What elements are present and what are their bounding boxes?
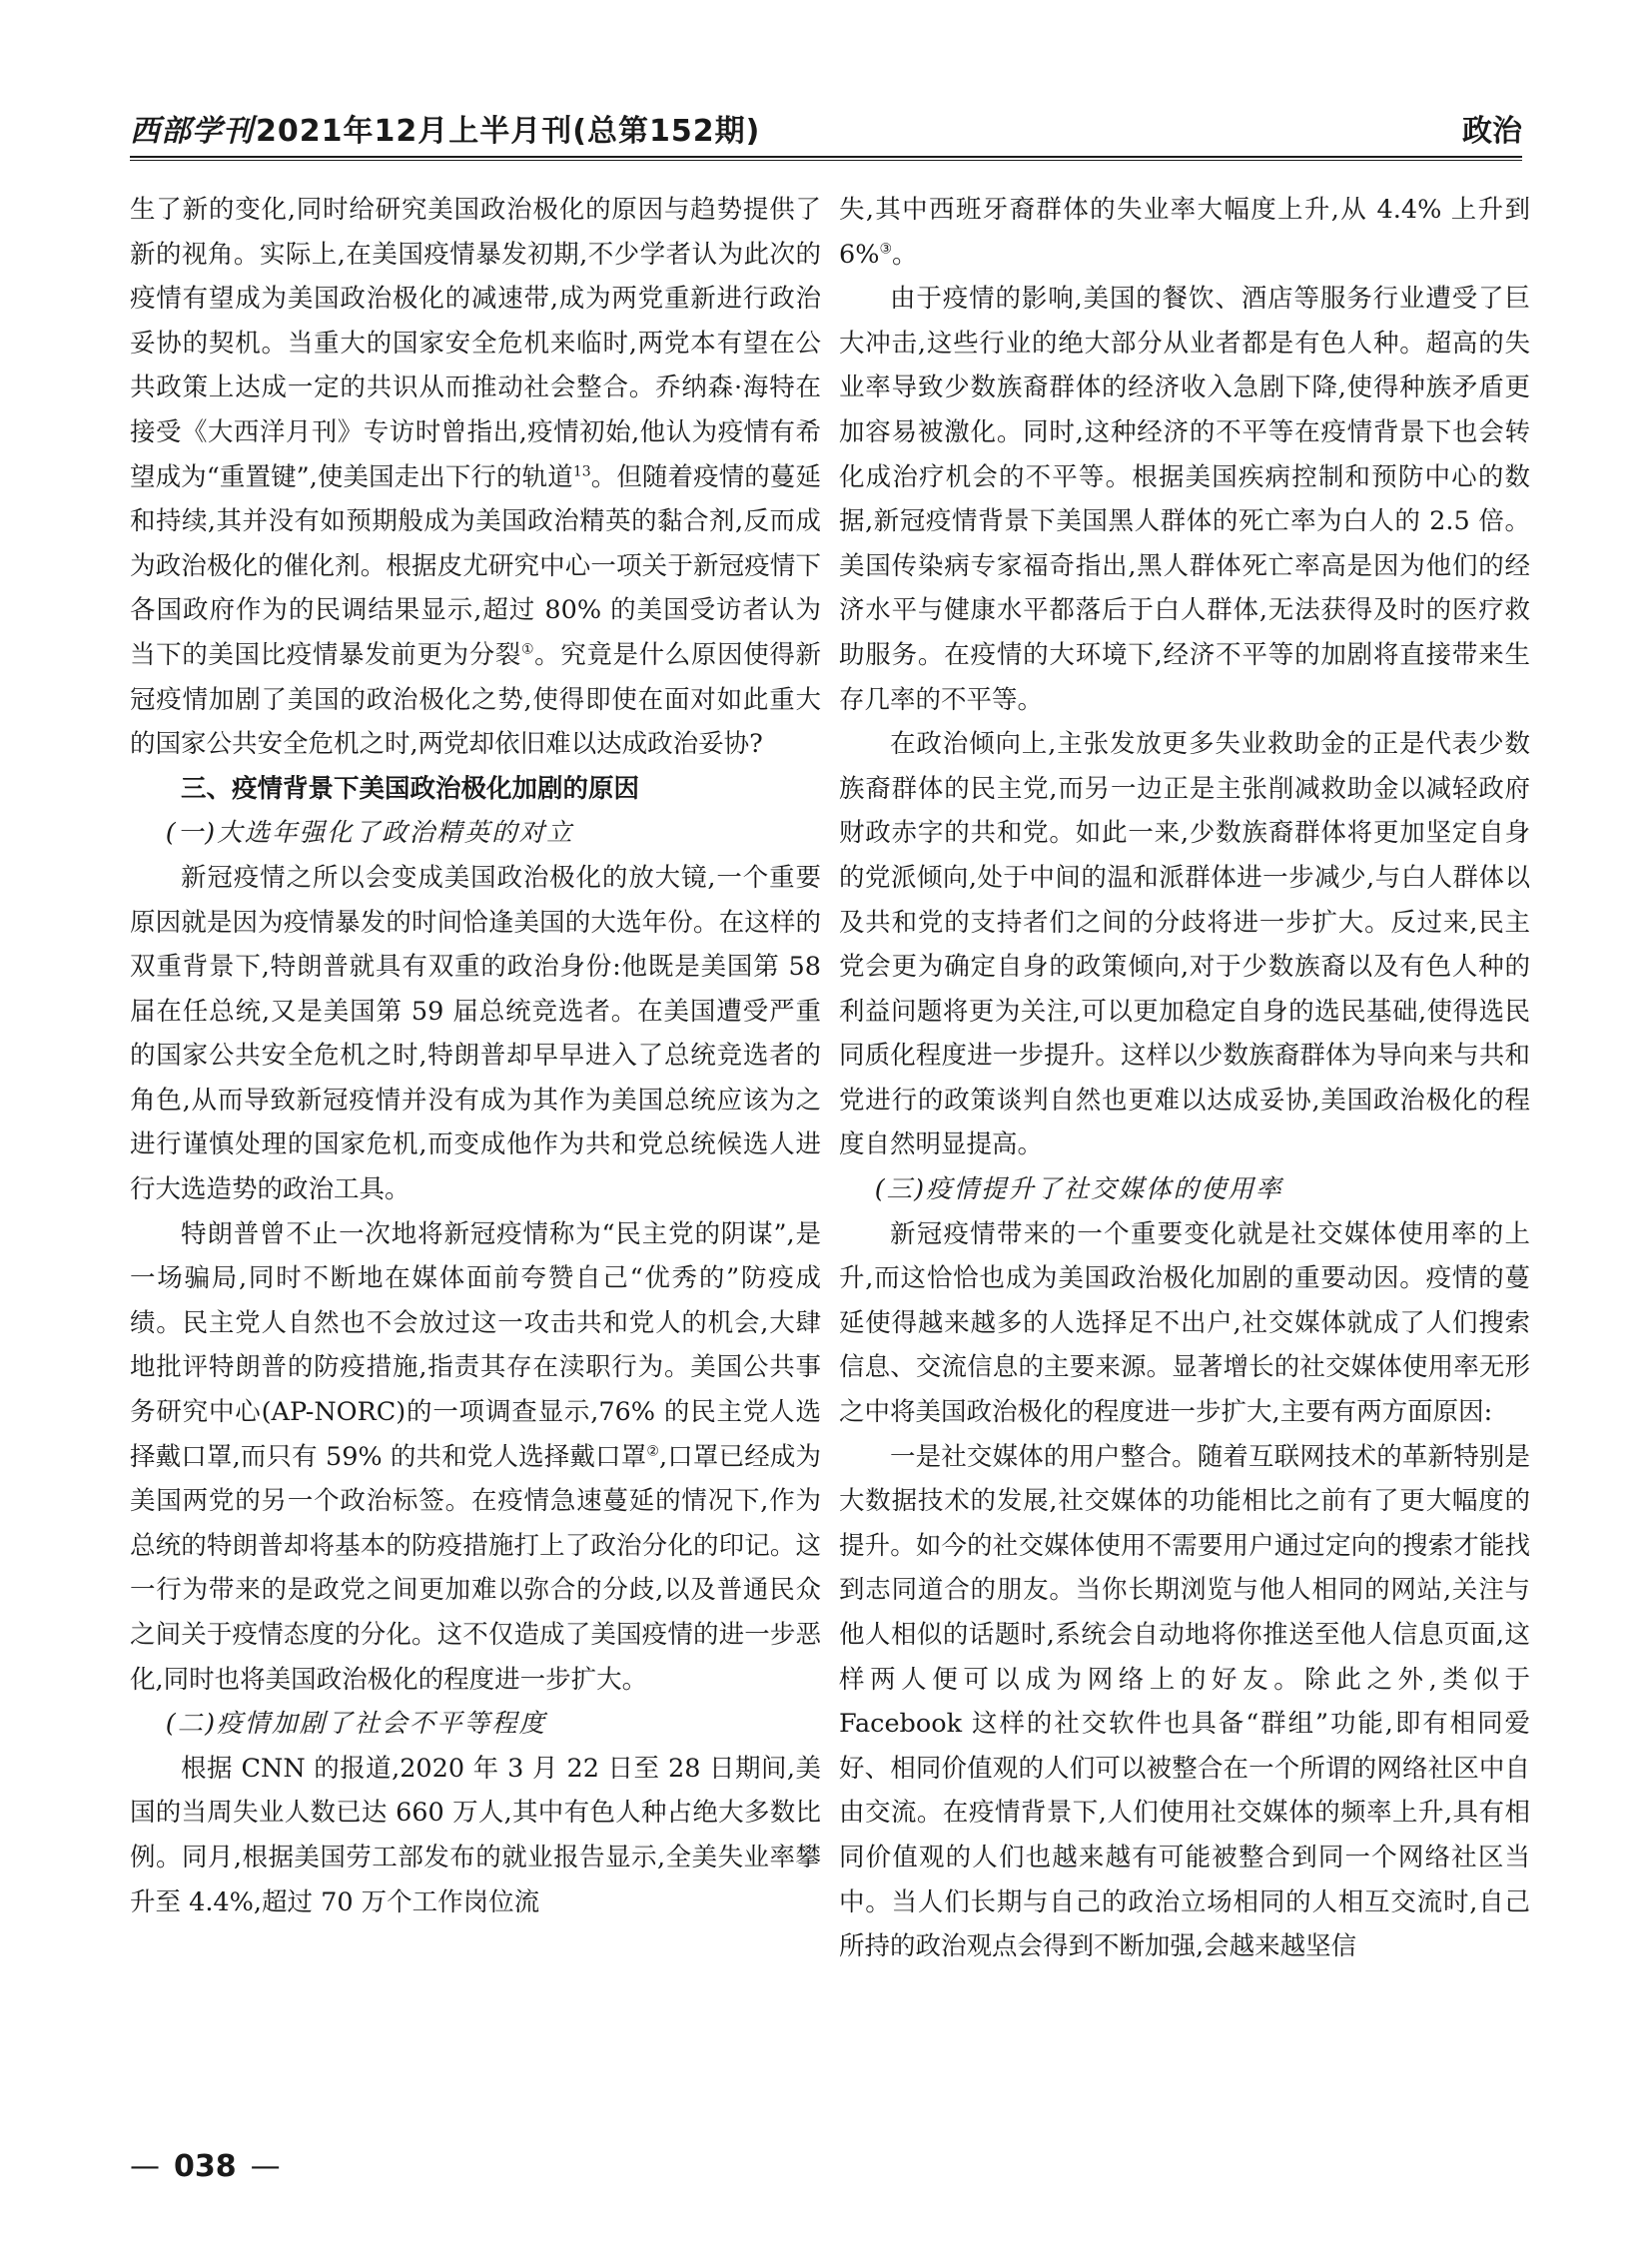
right-column	[839, 188, 1530, 1969]
paragraph: 特朗普曾不止一次地将新冠疫情称为“民主党的阴谋”,是一场骗局,同时不断地在媒体面前夸赞自己“优秀的”防疫成绩。民主党人自然也不会放过这一攻击共和党人的机会,大肆地批评特朗普的防疫措施,指责其存在渎职行为。美国公共事务研究中心(AP-NORC)的一项调查显示,76% 的民主党人选择戴口罩,而只有 59% 的共和党人选择戴口罩②,口罩已经成为美国两党的另一个政治标签。在疫情急速蔓延的情况下,作为总统的特朗普却将基本的防疫措施打上了政治分化的印记。这一行为带来的是政党之间更加难以弥合的分歧,以及普通民众之间关于疫情态度的分化。这不仅造成了美国疫情的进一步恶化,同时也将美国政治极化的程度进一步扩大。	[130, 1218, 822, 1695]
subsection-heading: (一)大选年强化了政治精英的对立	[165, 818, 574, 849]
footnote-marker: 13	[572, 463, 591, 480]
header-rule-thin	[130, 160, 1522, 161]
page-number: 038	[174, 2149, 237, 2184]
section-heading: 三、疫情背景下美国政治极化加剧的原因	[181, 773, 640, 804]
page-header	[130, 112, 1522, 164]
subsection-heading: (二)疫情加剧了社会不平等程度	[165, 1709, 547, 1740]
paragraph: 在政治倾向上,主张发放更多失业救助金的正是代表少数族裔群体的民主党,而另一边正是主张削减救助金以减轻政府财政赤字的共和党。如此一来,少数族裔群体将更加坚定自身的党派倾向,处于中间的温和派群体进一步减少,与白人群体以及共和党的支持者们之间的分歧将进一步扩大。反过来,民主党会更为确定自身的政策倾向,对于少数族裔以及有色人种的利益问题将更为关注,可以更加稳定自身的选民基础,使得选民同质化程度进一步提升。这样以少数族裔群体为导向来与共和党进行的政策谈判自然也更难以达成妥协,美国政治极化的程度自然明显提高。	[839, 729, 1530, 1160]
page-footer	[130, 2147, 281, 2187]
paragraph: 一是社交媒体的用户整合。随着互联网技术的革新特别是大数据技术的发展,社交媒体的功能相比之前有了更大幅度的提升。如今的社交媒体使用不需要用户通过定向的搜索才能找到志同道合的朋友。当你长期浏览与他人相同的网站,关注与他人相似的话题时,系统会自动地将你推送至他人信息页面,这样两人便可以成为网络上的好友。除此之外,类似于 Facebook 这样的社交软件也具备“群组”功能,即有相同爱好、相同价值观的人们可以被整合在一个所谓的网络社区中自由交流。在疫情背景下,人们使用社交媒体的频率上升,具有相同价值观的人们也越来越有可能被整合到同一个网络社区当中。当人们长期与自己的政治立场相同的人相互交流时,自己所持的政治观点会得到不断加强,会越来越坚信	[839, 1441, 1530, 1962]
paragraph: 由于疫情的影响,美国的餐饮、酒店等服务行业遭受了巨大冲击,这些行业的绝大部分从业者都是有色人种。超高的失业率导致少数族裔群体的经济收入急剧下降,使得种族矛盾更加容易被激化。同时,这种经济的不平等在疫情背景下也会转化成治疗机会的不平等。根据美国疾病控制和预防中心的数据,新冠疫情背景下美国黑人群体的死亡率为白人的 2.5 倍。美国传染病专家福奇指出,黑人群体死亡率高是因为他们的经济水平与健康水平都落后于白人群体,无法获得及时的医疗救助服务。在疫情的大环境下,经济不平等的加剧将直接带来生存几率的不平等。	[839, 284, 1530, 715]
journal-issue: 2021年12月上半月刊(总第152期)	[256, 114, 761, 149]
paragraph: 生了新的变化,同时给研究美国政治极化的原因与趋势提供了新的视角。实际上,在美国疫情暴发初期,不少学者认为此次的疫情有望成为美国政治极化的减速带,成为两党重新进行政治妥协的契机。当重大的国家安全危机来临时,两党本有望在公共政策上达成一定的共识从而推动社会整合。乔纳森·海特在接受《大西洋月刊》专访时曾指出,疫情初始,他认为疫情有希望成为“重置键”,使美国走出下行的轨道$^{13}$。但随着疫情的蔓延和持续,其并没有如预期般成为美国政治精英的黏合剂,反而成为政治极化的催化剂。根据皮尤研究中心一项关于新冠疫情下各国政府作为的民调结果显示,超过 80% 的美国受访者认为当下的美国比疫情暴发前更为分裂①。究竟是什么原因使得新冠疫情加剧了美国的政治极化之势,使得即使在面对如此重大的国家公共安全危机之时,两党却依旧难以达成政治妥协?	[130, 195, 821, 760]
paragraph: 新冠疫情之所以会变成美国政治极化的放大镜,一个重要原因就是因为疫情暴发的时间恰逢美国的大选年份。在这样的双重背景下,特朗普就具有双重的政治身份:他既是美国第 58 届在任总统,又是美国第 59 届总统竞选者。在美国遭受严重的国家公共安全危机之时,特朗普却早早进入了总统竞选者的角色,从而导致新冠疫情并没有成为其作为美国总统应该为之进行谨慎处理的国家危机,而变成他作为共和党总统候选人进行大选造势的政治工具。	[130, 862, 821, 1205]
paragraph: 失,其中西班牙裔群体的失业率大幅度上升,从 4.4% 上升到 6%③。	[839, 195, 1530, 270]
paragraph: 新冠疫情带来的一个重要变化就是社交媒体使用率的上升,而这恰恰也成为美国政治极化加剧的重要动因。疫情的蔓延使得越来越多的人选择足不出户,社交媒体就成了人们搜索信息、交流信息的主要来源。显著增长的社交媒体使用率无形之中将美国政治极化的程度进一步扩大,主要有两方面原因:	[839, 1218, 1530, 1428]
folio-dash-right: —	[250, 2149, 281, 2184]
journal-logo: 西部学刊	[130, 114, 254, 149]
subsection-heading: (三)疫情提升了社交媒体的使用率	[874, 1174, 1283, 1205]
header-rule	[130, 156, 1522, 158]
footnote-marker: ③	[879, 241, 893, 258]
left-column	[130, 188, 821, 1924]
journal-title	[130, 112, 760, 152]
paragraph: 根据 CNN 的报道,2020 年 3 月 22 日至 28 日期间,美国的当周失业人数已达 660 万人,其中有色人种占绝大多数比例。同月,根据美国劳工部发布的就业报告显示,全美失业率攀升至 4.4%,超过 70 万个工作岗位流	[130, 1753, 821, 1917]
footnote-marker: ②	[646, 1443, 660, 1460]
section-label: 政治	[1462, 114, 1522, 149]
footnote-marker: ①	[520, 641, 535, 658]
folio-dash-left: —	[130, 2149, 160, 2184]
